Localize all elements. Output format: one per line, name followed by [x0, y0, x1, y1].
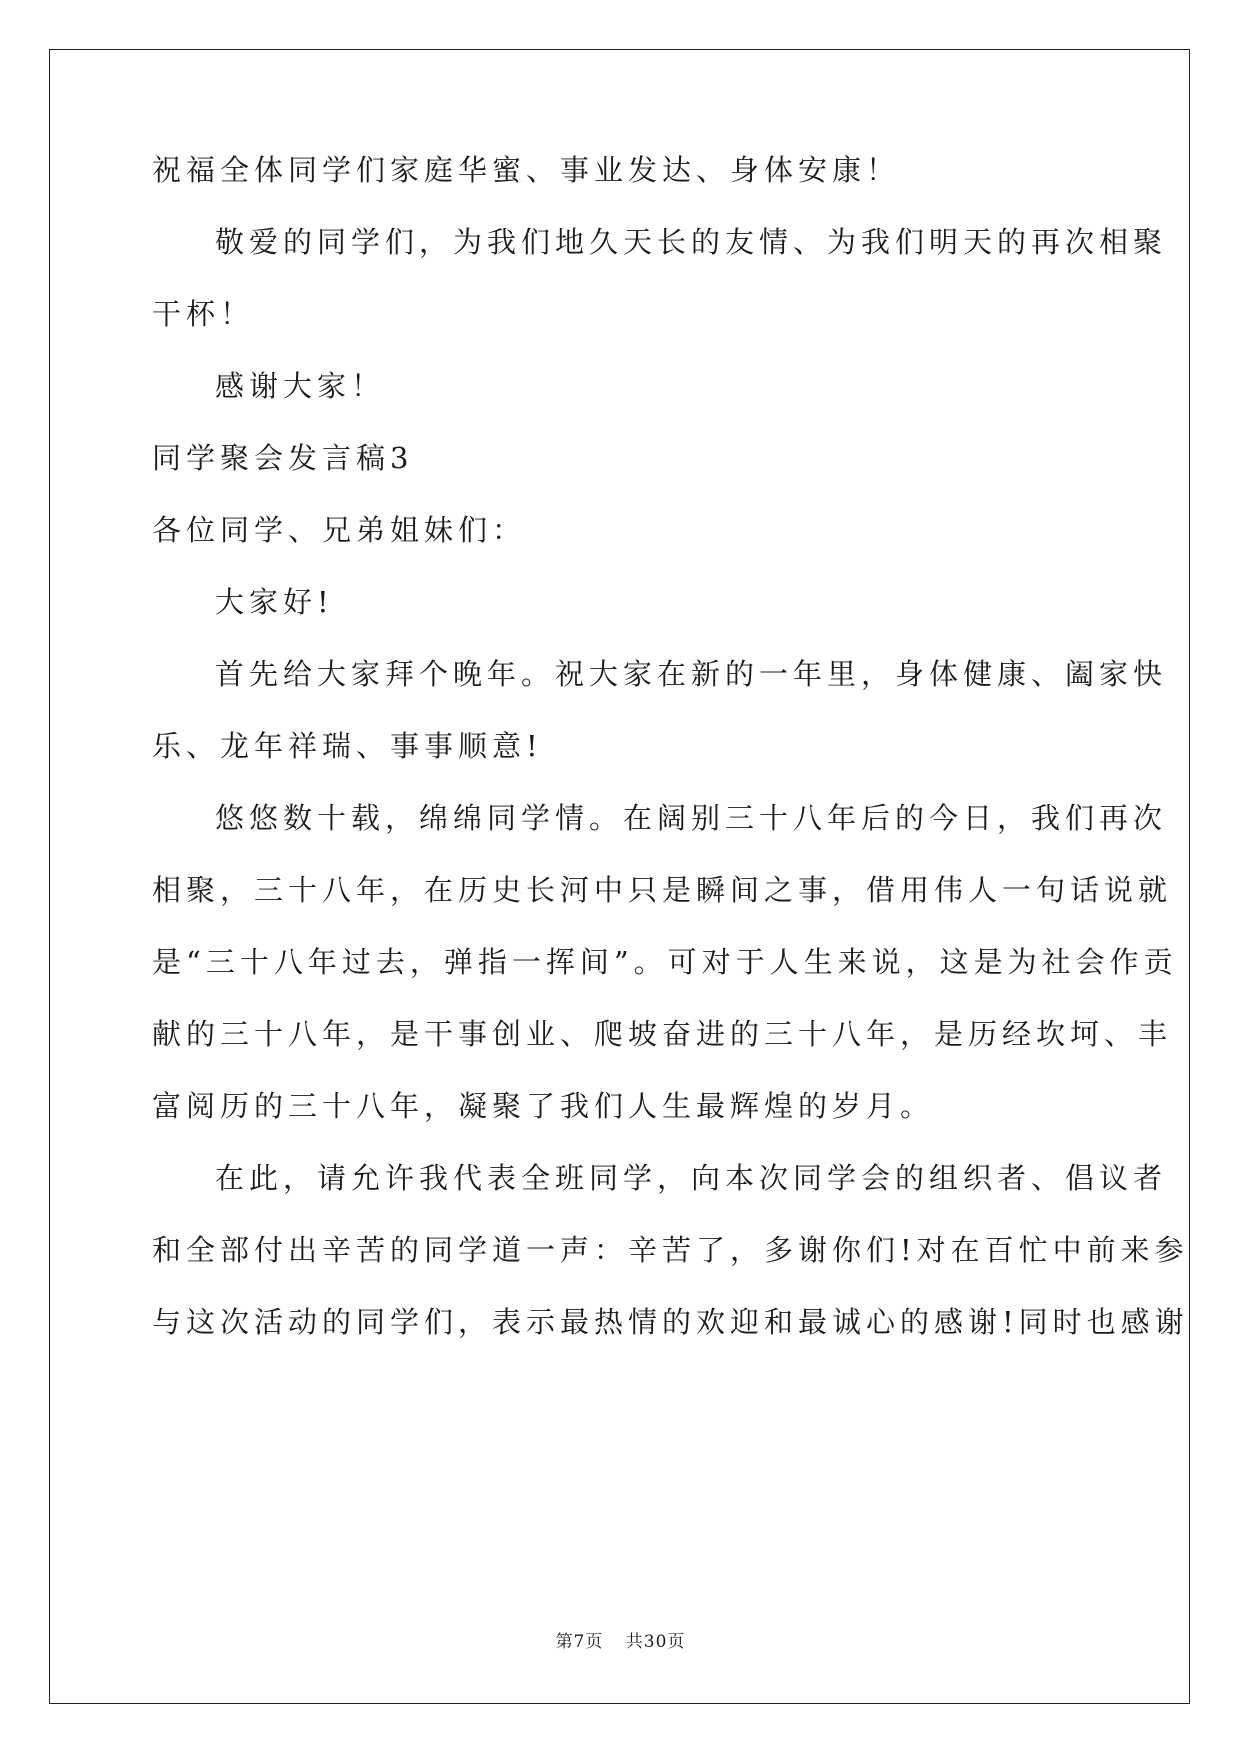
paragraph-new-year: 首先给大家拜个晚年。祝大家在新的一年里，身体健康、阖家快: [215, 657, 1168, 691]
section-heading: 同学聚会发言稿3: [152, 441, 414, 475]
page-footer: [0, 1631, 1241, 1653]
text-line: 干杯！: [152, 297, 255, 331]
text-line: 富阅历的三十八年，凝聚了我们人生最辉煌的岁月。: [152, 1089, 935, 1123]
text-line: 乐、龙年祥瑞、事事顺意!: [152, 729, 543, 763]
text-line: 献的三十八年，是干事创业、爬坡奋进的三十八年，是历经坎坷、丰: [152, 1017, 1173, 1051]
page-number: 第7页: [555, 1632, 604, 1652]
page-total: 共30页: [625, 1632, 686, 1652]
text-line: 与这次活动的同学们，表示最热情的欢迎和最诚心的感谢!同时也感谢: [152, 1305, 1189, 1339]
text-line: 是“三十八年过去，弹指一挥间”。可对于人生来说，这是为社会作贡: [152, 945, 1178, 979]
text-line: 相聚，三十八年，在历史长河中只是瞬间之事，借用伟人一句话说就: [152, 873, 1173, 907]
text-line: 和全部付出辛苦的同学道一声：辛苦了，多谢你们!对在百忙中前来参: [152, 1233, 1189, 1267]
greeting: 大家好!: [215, 585, 334, 619]
paragraph-gratitude: 在此，请允许我代表全班同学，向本次同学会的组织者、倡议者: [215, 1161, 1168, 1195]
paragraph-reunion: 悠悠数十载，绵绵同学情。在阔别三十八年后的今日，我们再次: [215, 801, 1168, 835]
paragraph-toast: 敬爱的同学们，为我们地久天长的友情、为我们明天的再次相聚: [215, 225, 1168, 259]
paragraph-thanks: 感谢大家！: [215, 369, 386, 403]
text-line-blessing: 祝福全体同学们家庭华蜜、事业发达、身体安康！: [152, 153, 901, 187]
salutation: 各位同学、兄弟姐妹们：: [152, 513, 527, 547]
